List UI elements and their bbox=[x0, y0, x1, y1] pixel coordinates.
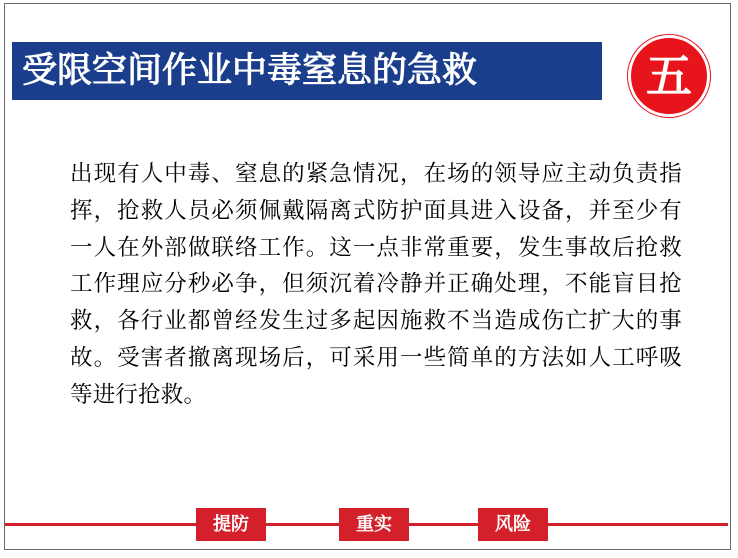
slide-title: 受限空间作业中毒窒息的急救 bbox=[22, 51, 478, 91]
body-paragraph: 出现有人中毒、窒息的紧急情况，在场的领导应主动负责指挥，抢救人员必须佩戴隔离式防护面具进入设备，并至少有一人在外部做联络工作。这一点非常重要，发生事故后抢救工作理应分秒必争，但须沉着冷静并正确处理，不能盲目抢救，各行业都曾经发生过多起因施救不当造成伤亡扩大的事故。受害者撤离现场后，可采用一些简单的方法如人工呼吸等进行抢救。 bbox=[70, 161, 682, 408]
footer-tag-1: 提防 bbox=[196, 508, 266, 541]
section-number: 五 bbox=[646, 49, 692, 103]
title-bar bbox=[12, 42, 602, 100]
footer-tag-3: 风险 bbox=[478, 508, 548, 541]
footer-tag-2: 重实 bbox=[339, 508, 409, 541]
section-number-badge bbox=[628, 35, 710, 117]
